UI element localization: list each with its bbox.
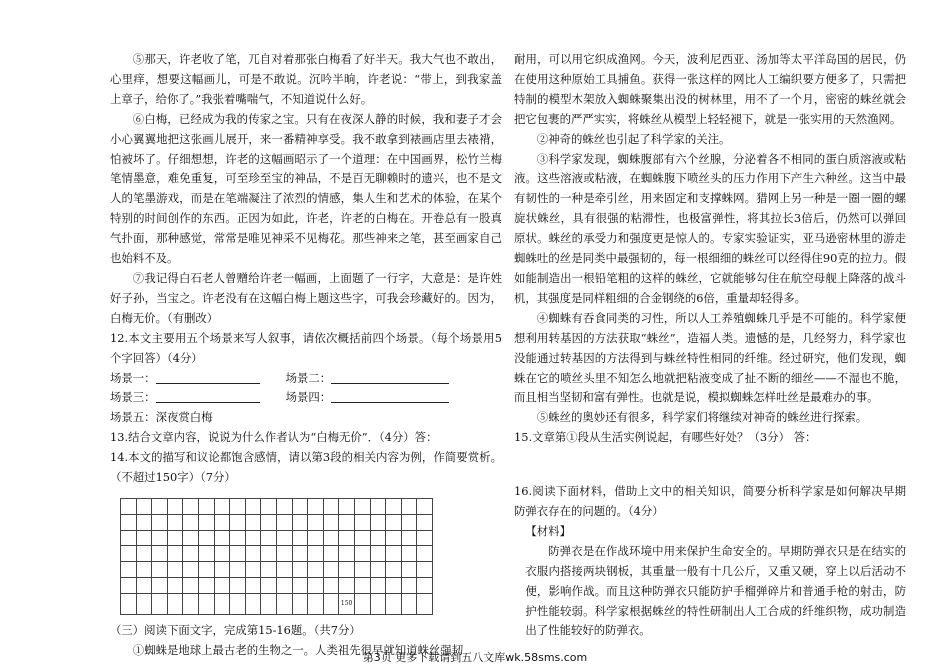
grid-cell[interactable]	[261, 562, 277, 578]
material-label: 【材料】	[525, 523, 571, 538]
grid-cell[interactable]	[276, 514, 292, 530]
grid-cell[interactable]	[417, 562, 433, 578]
grid-cell[interactable]	[214, 530, 230, 546]
grid-cell[interactable]	[401, 498, 417, 514]
grid-cell[interactable]	[401, 577, 417, 593]
grid-cell[interactable]	[323, 498, 339, 514]
grid-cell[interactable]	[136, 562, 152, 578]
grid-cell[interactable]	[308, 546, 324, 562]
grid-cell[interactable]	[417, 546, 433, 562]
grid-cell[interactable]	[121, 546, 137, 562]
grid-cell[interactable]	[292, 577, 308, 593]
grid-cell[interactable]	[136, 546, 152, 562]
question-15-answer-space[interactable]	[514, 448, 906, 482]
grid-cell[interactable]	[245, 593, 261, 614]
question-12: 12.本文主要用五个场景来写人叙事，请依次概括前四个场景。（每个场景用5个字回答）（4分）	[110, 330, 502, 365]
grid-cell[interactable]	[308, 498, 324, 514]
grid-cell[interactable]	[121, 498, 137, 514]
grid-cell[interactable]	[354, 546, 370, 562]
grid-cell[interactable]	[214, 593, 230, 614]
grid-cell[interactable]	[386, 514, 402, 530]
grid-cell[interactable]	[292, 546, 308, 562]
grid-cell[interactable]	[339, 530, 355, 546]
grid-cell[interactable]	[417, 577, 433, 593]
grid-cell[interactable]	[121, 530, 137, 546]
grid-cell[interactable]	[214, 562, 230, 578]
scene-5-label: 场景五：深夜赏白梅	[110, 410, 213, 425]
grid-cell[interactable]	[230, 577, 246, 593]
grid-cell[interactable]	[276, 577, 292, 593]
passage-paragraph-6: ⑥白梅，已经成为我的传家之宝。只有在夜深人静的时候，我和妻子才会小心翼翼地把这张画儿展开，来一番精神享受。我不敢拿到裱画店里去裱褙，怕被坏了。仔细想想，许老的这幅画昭示了一个道理：在中国画界，松竹兰梅笔情墨意，难免重复，可至珍至宝的神品，不是百无聊赖时的遗兴，也不是文人的笔墨游戏，而是在笔端凝注了浓烈的情感，集人生和艺术的体验，在某个特别的时间创作的东西。正因为如此，许老，许老的白梅在。开卷总有一股真气扑面，那种感觉，常常是唯见神采不见梅花。那些神来之笔，甚至画家自己也始料不及。	[110, 111, 502, 266]
grid-cell[interactable]	[136, 577, 152, 593]
scene-1-answer-line[interactable]	[156, 369, 260, 384]
grid-cell[interactable]	[230, 546, 246, 562]
grid-cell[interactable]	[370, 593, 386, 614]
grid-cell[interactable]	[417, 593, 433, 614]
grid-cell[interactable]	[323, 593, 339, 614]
question-15: 15.文章第①段从生活实例说起，有哪些好处？（3分） 答：	[514, 430, 817, 445]
grid-cell[interactable]	[261, 530, 277, 546]
grid-cell[interactable]	[136, 593, 152, 614]
grid-cell[interactable]	[198, 593, 214, 614]
grid-cell[interactable]	[292, 593, 308, 614]
grid-row	[121, 546, 433, 562]
grid-cell[interactable]	[276, 546, 292, 562]
grid-cell[interactable]	[167, 562, 183, 578]
grid-cell[interactable]	[152, 498, 168, 514]
passage-paragraph-5: ⑤那天，许老收了笔，兀自对着那张白梅看了好半天。我大气也不敢出，心里痒，想要这幅画儿，可是不敢说。沉吟半晌，许老说：“带上，到我家盖上章子，给你了。”我张着嘴喘气，不知道说什么好。	[110, 52, 502, 106]
grid-cell[interactable]	[121, 562, 137, 578]
scene-1-label: 场景一：	[110, 370, 156, 385]
grid-cell[interactable]	[167, 498, 183, 514]
grid-cell[interactable]	[152, 546, 168, 562]
grid-cell[interactable]	[339, 562, 355, 578]
passage2-paragraph-1-continued: 耐用，可以用它织成渔网。今天，波利尼西亚、汤加等太平洋岛国的居民，仍在使用这种原始工具捕鱼。获得一张这样的网比人工编织要方便多了，只需把特制的模型木架放入蜘蛛聚集出没的树林里，用不了一个月，密密的蛛丝就会把它包裹的严严实实，将蛛丝从模型上轻轻褪下，就是一张实用的天然渔网。	[514, 52, 906, 126]
grid-cell[interactable]	[386, 562, 402, 578]
grid-cell[interactable]	[230, 514, 246, 530]
grid-cell[interactable]	[214, 498, 230, 514]
grid-cell[interactable]	[183, 498, 199, 514]
grid-cell[interactable]	[308, 577, 324, 593]
grid-row	[121, 577, 433, 593]
grid-cell[interactable]	[230, 593, 246, 614]
grid-cell[interactable]	[308, 530, 324, 546]
grid-row	[121, 562, 433, 578]
grid-cell[interactable]	[370, 546, 386, 562]
grid-cell[interactable]	[308, 514, 324, 530]
grid-cell[interactable]	[308, 562, 324, 578]
grid-cell[interactable]	[292, 514, 308, 530]
grid-cell[interactable]	[245, 577, 261, 593]
grid-cell[interactable]	[167, 593, 183, 614]
grid-cell[interactable]	[276, 530, 292, 546]
grid-cell[interactable]	[417, 530, 433, 546]
grid-row	[121, 530, 433, 546]
passage2-paragraph-1: ①蜘蛛是地球上最古老的生物之一。人类祖先很早就知道蛛丝强韧	[132, 642, 464, 657]
right-column	[514, 50, 906, 641]
grid-cell[interactable]	[214, 514, 230, 530]
grid-cell[interactable]	[152, 593, 168, 614]
grid-cell[interactable]	[354, 498, 370, 514]
grid-cell[interactable]	[276, 593, 292, 614]
grid-cell[interactable]	[292, 530, 308, 546]
grid-cell[interactable]	[152, 562, 168, 578]
grid-cell[interactable]	[245, 530, 261, 546]
scene-2-label: 场景二：	[285, 370, 332, 385]
grid-cell[interactable]	[401, 593, 417, 614]
grid-cell-150-mark[interactable]: 150	[339, 593, 355, 614]
grid-cell[interactable]	[167, 577, 183, 593]
grid-cell[interactable]	[292, 498, 308, 514]
grid-cell[interactable]	[354, 562, 370, 578]
grid-cell[interactable]	[230, 530, 246, 546]
grid-cell[interactable]	[370, 514, 386, 530]
grid-cell[interactable]	[198, 562, 214, 578]
grid-cell[interactable]	[323, 546, 339, 562]
grid-cell[interactable]	[198, 514, 214, 530]
grid-cell[interactable]	[245, 562, 261, 578]
grid-row	[121, 514, 433, 530]
grid-cell[interactable]	[230, 562, 246, 578]
passage2-paragraph-3: ③科学家发现，蜘蛛腹部有六个丝腺，分泌着各不相同的蛋白质溶液或粘液。这些溶液或粘液，在蜘蛛腹下喷丝头的压力作用下产生六种丝。这当中最有韧性的一种是牵引丝，用来固定和支撑蛛网。猎网上另一种是一圈一圈的螺旋状蛛丝，具有很强的粘滞性，也极富弹性，将其拉长3倍后，仍然可以弹回原状。蛛丝的承受力和强度更是惊人的。专家实验证实，亚马逊密林里的游走蜘蛛吐的丝是同类中最强韧的，每一根细细的蛛丝可以经得住90克的拉力。假如能制造出一根铅笔粗的这样的蛛丝，它就能够勾住在航空母舰上降落的战斗机，其强度是同样粗细的合金钢绕的6倍，重量却轻得多。	[514, 151, 906, 305]
grid-cell[interactable]	[401, 514, 417, 530]
grid-cell[interactable]	[167, 514, 183, 530]
grid-cell[interactable]	[121, 593, 137, 614]
grid-cell[interactable]	[152, 514, 168, 530]
grid-cell[interactable]	[183, 562, 199, 578]
grid-cell[interactable]	[417, 498, 433, 514]
grid-cell[interactable]	[370, 530, 386, 546]
grid-cell[interactable]	[401, 562, 417, 578]
grid-cell[interactable]	[136, 530, 152, 546]
grid-cell[interactable]	[152, 577, 168, 593]
answer-grid[interactable]	[120, 498, 433, 615]
grid-cell[interactable]	[230, 498, 246, 514]
grid-cell[interactable]	[214, 577, 230, 593]
grid-cell[interactable]	[183, 593, 199, 614]
grid-cell[interactable]	[121, 577, 137, 593]
grid-cell[interactable]	[136, 514, 152, 530]
grid-cell[interactable]	[401, 530, 417, 546]
grid-cell[interactable]	[245, 546, 261, 562]
grid-cell[interactable]	[386, 577, 402, 593]
grid-row	[121, 593, 433, 614]
grid-cell[interactable]	[198, 546, 214, 562]
passage2-paragraph-2: ②神奇的蛛丝也引起了科学家的关注。	[536, 131, 731, 146]
grid-cell[interactable]	[276, 562, 292, 578]
question-16: 16.阅读下面材料，借助上文中的相关知识，简要分析科学家是如何解决早期防弹衣存在的问题的。（4分）	[514, 484, 906, 519]
page-footer: 第3页 更多下载请到五八文库wk.58sms.com	[362, 651, 588, 664]
grid-cell[interactable]	[323, 530, 339, 546]
question-14: 14.本文的描写和议论都饱含感情，请以第3段的相关内容为例，作简要赏析。（不超过150字）（7分）	[110, 450, 502, 485]
grid-cell[interactable]	[276, 498, 292, 514]
grid-cell[interactable]	[167, 530, 183, 546]
scene-2-answer-line[interactable]	[331, 369, 449, 384]
grid-cell[interactable]	[121, 514, 137, 530]
grid-cell[interactable]	[261, 593, 277, 614]
grid-cell[interactable]	[183, 530, 199, 546]
grid-cell[interactable]	[183, 577, 199, 593]
grid-cell[interactable]	[261, 546, 277, 562]
scene-row-2	[110, 388, 502, 408]
passage2-paragraph-4: ④蜘蛛有吞食同类的习性，所以人工养殖蜘蛛几乎是不可能的。科学家便想利用转基因的方法获取“蛛丝”，造福人类。遗憾的是，几经努力，科学家也没能通过转基因的方法得到与蛛丝特性相同的纤维。经过研究，他们发现，蜘蛛在它的喷丝头里不知怎么地就把粘液变成了扯不断的细丝——不湿也不脆，而且相当坚韧和富有弹性。也就是说，模拟蜘蛛怎样吐丝是最难办的事。	[514, 310, 906, 405]
grid-cell[interactable]	[245, 498, 261, 514]
grid-cell[interactable]	[152, 530, 168, 546]
scene-3-answer-line[interactable]	[156, 388, 260, 403]
passage-paragraph-7: ⑦我记得白石老人曾赠给许老一幅画，上面题了一行字，大意是：是许姓好子孙，当宝之。许老没有在这幅白梅上题这些字，可我会珍藏好的。因为，白梅无价。（有删改）	[110, 270, 502, 325]
grid-cell[interactable]	[261, 514, 277, 530]
grid-cell[interactable]	[386, 593, 402, 614]
grid-cell[interactable]	[323, 562, 339, 578]
grid-cell[interactable]	[245, 514, 261, 530]
grid-cell[interactable]	[386, 546, 402, 562]
grid-row	[121, 498, 433, 514]
grid-cell[interactable]	[136, 498, 152, 514]
grid-cell[interactable]	[339, 577, 355, 593]
grid-cell[interactable]	[417, 514, 433, 530]
grid-cell[interactable]	[339, 514, 355, 530]
grid-cell[interactable]	[323, 514, 339, 530]
section-3-heading: （三）阅读下面文字，完成第15-16题。（共7分）	[110, 622, 361, 637]
grid-cell[interactable]	[354, 577, 370, 593]
grid-cell[interactable]	[198, 530, 214, 546]
grid-cell[interactable]	[370, 562, 386, 578]
grid-cell[interactable]	[386, 498, 402, 514]
grid-cell[interactable]	[167, 546, 183, 562]
grid-cell[interactable]	[323, 577, 339, 593]
grid-cell[interactable]	[401, 546, 417, 562]
grid-cell[interactable]	[339, 546, 355, 562]
scene-4-answer-line[interactable]	[331, 388, 449, 403]
grid-cell[interactable]	[308, 593, 324, 614]
grid-cell[interactable]	[198, 577, 214, 593]
grid-cell[interactable]	[354, 530, 370, 546]
scene-3-label: 场景三：	[110, 390, 156, 405]
grid-cell[interactable]	[214, 546, 230, 562]
grid-cell[interactable]	[198, 498, 214, 514]
grid-cell[interactable]	[354, 593, 370, 614]
grid-cell[interactable]	[386, 530, 402, 546]
grid-cell[interactable]	[370, 498, 386, 514]
grid-cell[interactable]	[261, 577, 277, 593]
grid-cell[interactable]	[183, 546, 199, 562]
grid-cell[interactable]	[292, 562, 308, 578]
question-13: 13.结合文章内容，说说为什么作者认为“白梅无价”．（4分）答：	[110, 430, 438, 445]
grid-cell[interactable]	[354, 514, 370, 530]
grid-cell[interactable]	[261, 498, 277, 514]
scene-row-1	[110, 369, 502, 389]
material-text: 防弹衣是在作战环境中用来保护生命安全的。早期防弹衣只是在结实的衣服内搭接两块钢板，其重量一般有十几公斤，又重又硬，穿上以后活动不便，影响作战。而且这种防弹衣只能防护手榴弹碎片和普通手枪的射击，防护性能较弱。科学家根据蛛丝的特性研制出人工合成的纤维织物，成功制造出了性能较好的防弹衣。	[525, 543, 906, 638]
grid-cell[interactable]	[370, 577, 386, 593]
grid-cell[interactable]	[183, 514, 199, 530]
passage2-paragraph-5: ⑤蛛丝的奥妙还有很多，科学家们将继续对神奇的蛛丝进行探索。	[536, 410, 868, 425]
grid-cell[interactable]	[339, 498, 355, 514]
left-column	[110, 50, 502, 660]
scene-4-label: 场景四：	[285, 390, 332, 405]
